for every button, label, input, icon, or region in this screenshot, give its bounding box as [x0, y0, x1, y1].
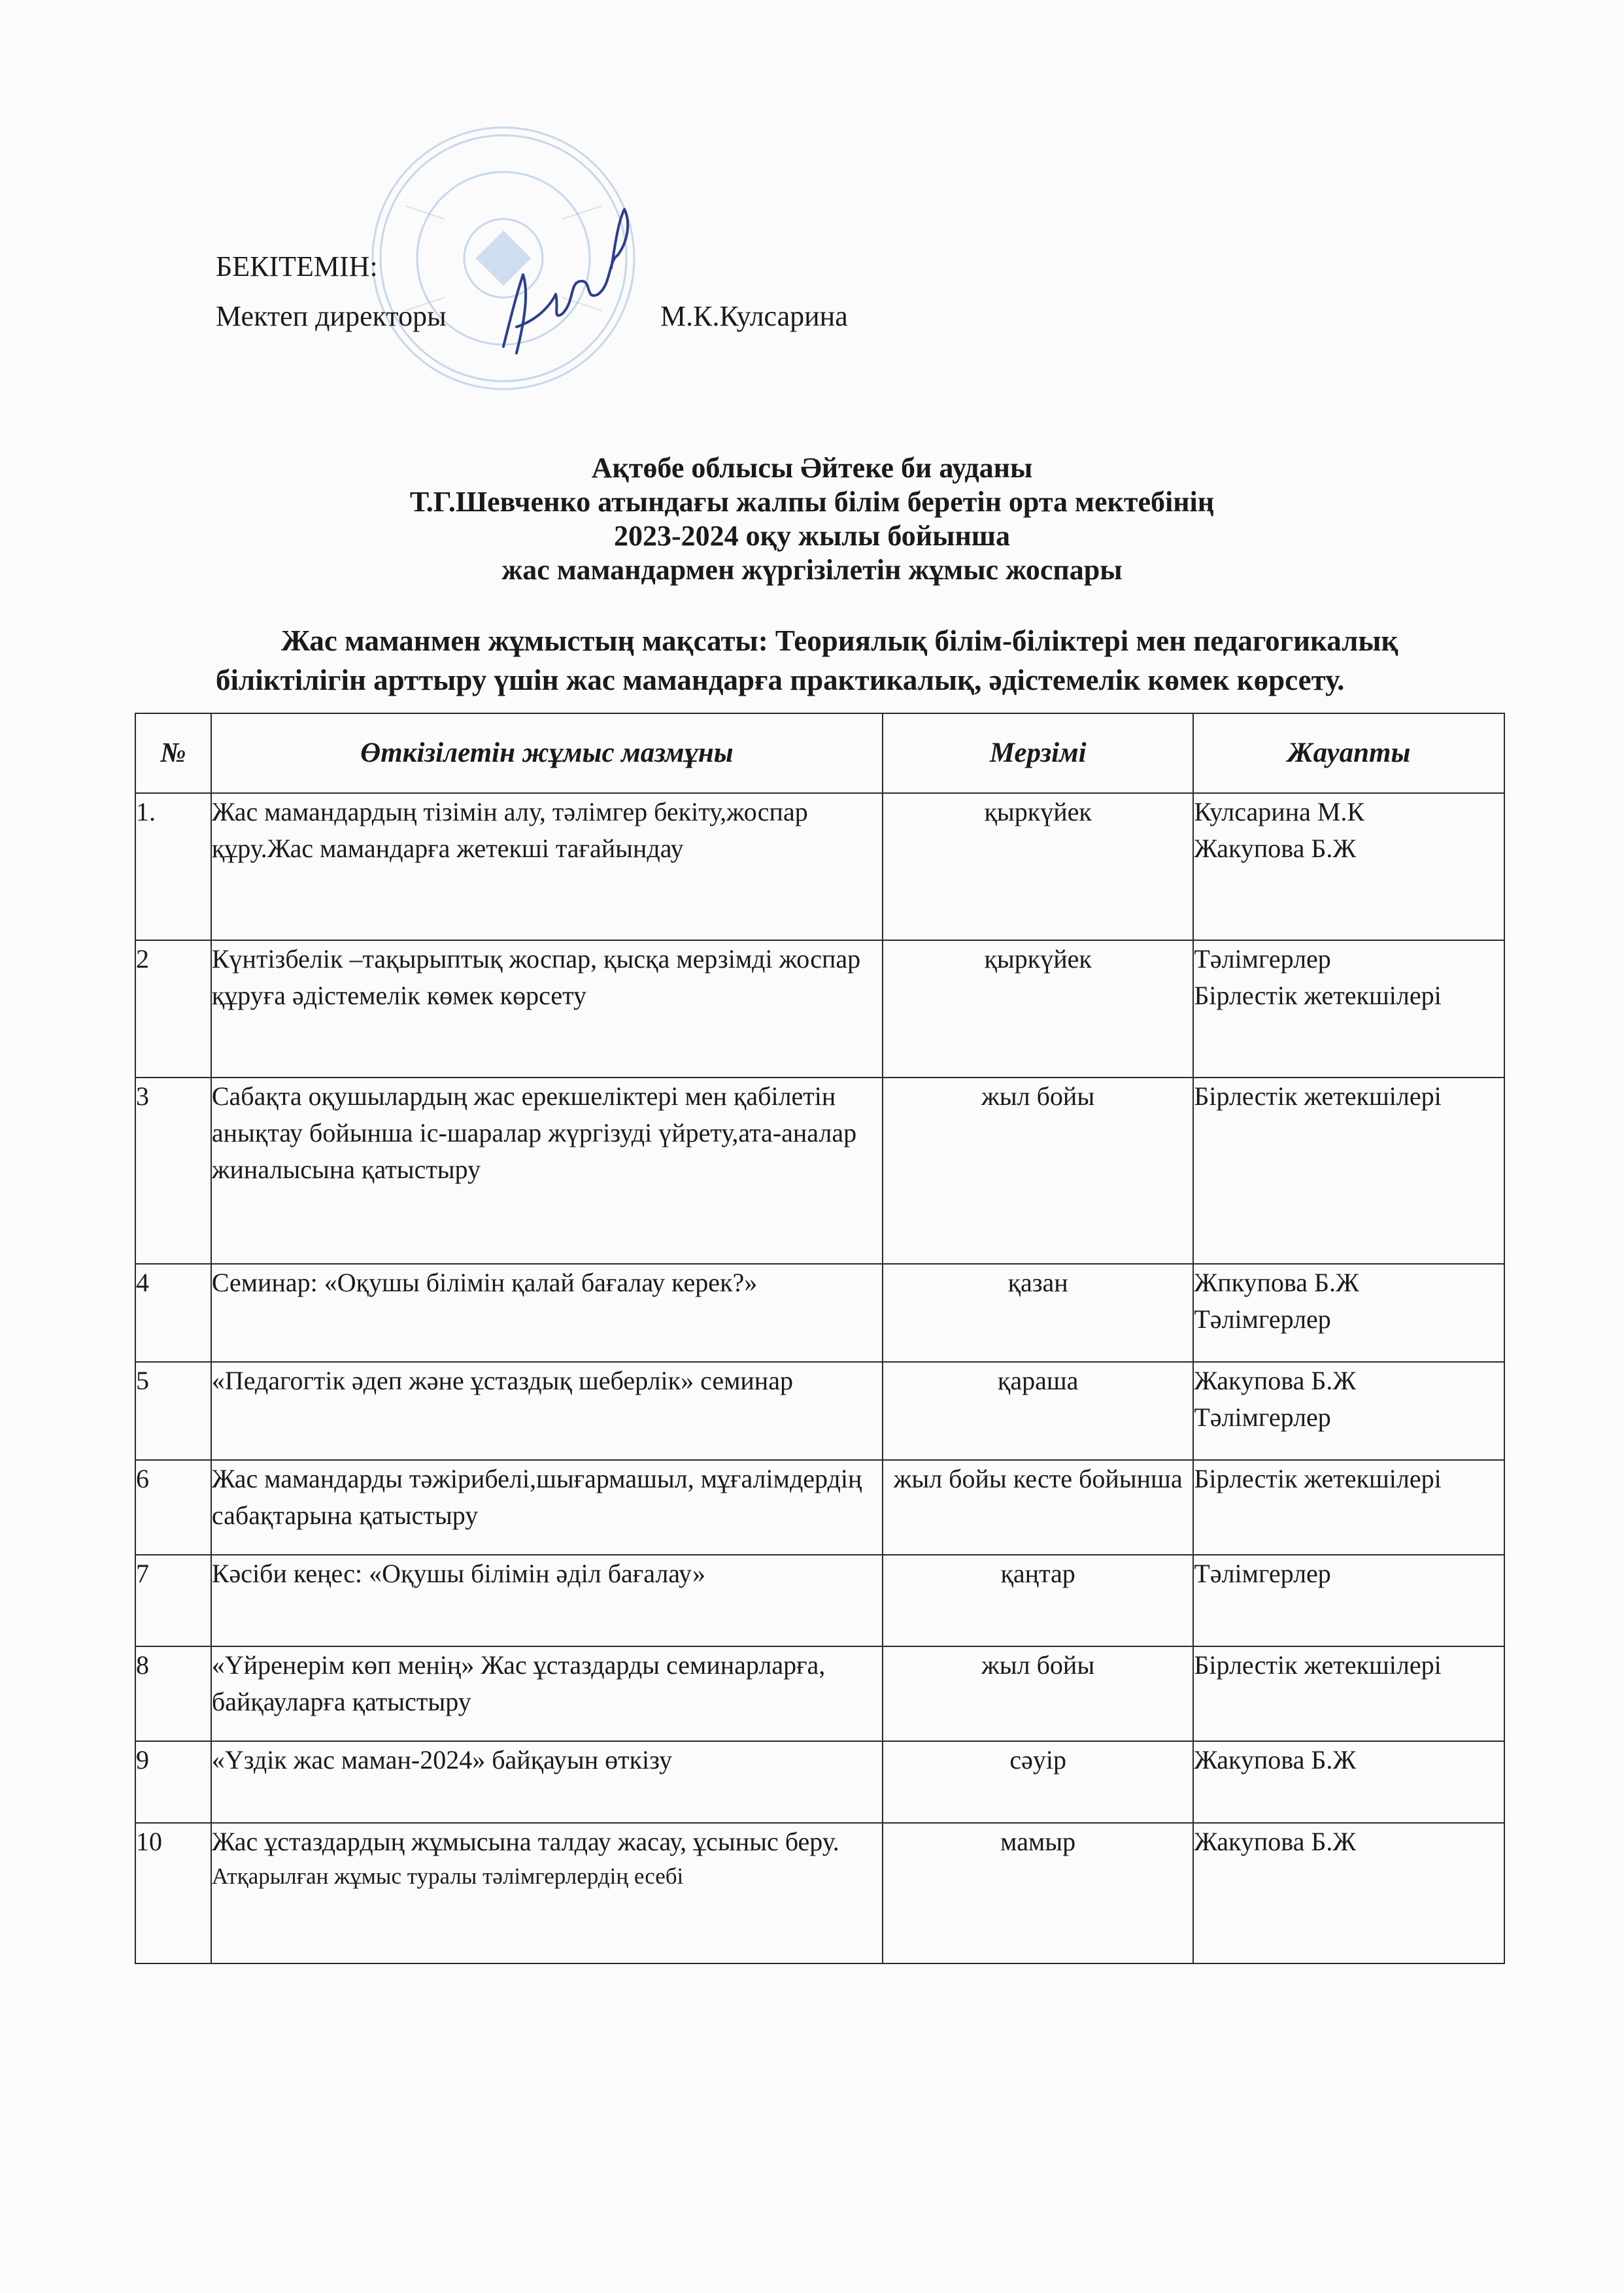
row-content: «Үздік жас маман-2024» байқауын өткізу — [211, 1741, 883, 1823]
row-term: қыркүйек — [883, 940, 1193, 1078]
row-content: Жас мамандарды тәжірибелі,шығармашыл, мұғалімдердің сабақтарына қатыстыру — [211, 1460, 883, 1555]
row-number: 4 — [135, 1264, 211, 1362]
row-number: 3 — [135, 1078, 211, 1264]
row-number: 1. — [135, 793, 211, 940]
document-title — [0, 451, 1624, 587]
director-position: Мектеп директоры — [216, 300, 447, 332]
header-number: № — [135, 713, 211, 793]
row-content: Күнтізбелік –тақырыптық жоспар, қысқа мерзімді жоспар құруға әдістемелік көмек көрсету — [211, 940, 883, 1078]
table-row — [135, 1646, 1504, 1741]
table-header-row — [135, 713, 1504, 793]
table-row — [135, 1555, 1504, 1646]
table-row — [135, 1264, 1504, 1362]
row-content: Жас мамандардың тізімін алу, тәлімгер бекіту,жоспар құру.Жас мамандарға жетекші тағайындау — [211, 793, 883, 940]
row-content: Семинар: «Оқушы білімін қалай бағалау керек?» — [211, 1264, 883, 1362]
director-signature — [477, 196, 647, 366]
approval-label: БЕКІТЕМІН: — [216, 250, 378, 282]
row-responsible: Тәлімгерлер Бірлестік жетекшілері — [1193, 940, 1504, 1078]
row-responsible: Жакупова Б.Ж — [1193, 1741, 1504, 1823]
table-row — [135, 1078, 1504, 1264]
work-plan-table — [135, 713, 1505, 1964]
row-responsible: Бірлестік жетекшілері — [1193, 1460, 1504, 1555]
row-responsible: Жакупова Б.Ж — [1193, 1823, 1504, 1963]
row-term: жыл бойы — [883, 1078, 1193, 1264]
header-responsible: Жауапты — [1193, 713, 1504, 793]
title-line-4: жас мамандармен жүргізілетін жұмыс жоспары — [501, 554, 1123, 586]
row-term: қараша — [883, 1362, 1193, 1460]
row-number: 5 — [135, 1362, 211, 1460]
goal-statement — [216, 621, 1530, 700]
table-row — [135, 1823, 1504, 1963]
header-term: Мерзімі — [883, 713, 1193, 793]
table-row — [135, 1741, 1504, 1823]
row-responsible: Жакупова Б.Ж Тәлімгерлер — [1193, 1362, 1504, 1460]
row-number: 8 — [135, 1646, 211, 1741]
row-responsible: Бірлестік жетекшілері — [1193, 1646, 1504, 1741]
row-number: 10 — [135, 1823, 211, 1963]
row-number: 6 — [135, 1460, 211, 1555]
table-row — [135, 793, 1504, 940]
goal-line-2: біліктілігін арттыру үшін жас мамандарға практикалық, әдістемелік көмек көрсету. — [216, 664, 1345, 696]
row-content: Сабақта оқушылардың жас ерекшеліктері мен қабілетін анықтау бойынша іс-шаралар жүргізуді үйрету,ата-аналар жиналысына қатыстыру — [211, 1078, 883, 1264]
row-content: «Үйренерім көп менің» Жас ұстаздарды семинарларға, байқауларға қатыстыру — [211, 1646, 883, 1741]
row-content: Кәсіби кеңес: «Оқушы білімін әділ бағалау» — [211, 1555, 883, 1646]
row-term: мамыр — [883, 1823, 1193, 1963]
approval-block — [216, 242, 848, 341]
row-term: жыл бойы кесте бойынша — [883, 1460, 1193, 1555]
title-line-2: Т.Г.Шевченко атындағы жалпы білім беретін орта мектебінің — [409, 486, 1215, 518]
header-content: Өткізілетін жұмыс мазмұны — [211, 713, 883, 793]
row-number: 9 — [135, 1741, 211, 1823]
row-term: сәуір — [883, 1741, 1193, 1823]
row-term: жыл бойы — [883, 1646, 1193, 1741]
table-row — [135, 1362, 1504, 1460]
row-number: 7 — [135, 1555, 211, 1646]
table-row — [135, 1460, 1504, 1555]
row-responsible: Тәлімгерлер — [1193, 1555, 1504, 1646]
row-content-note: Атқарылған жұмыс туралы тәлімгерлердің есебі — [211, 1863, 684, 1889]
row-term: қаңтар — [883, 1555, 1193, 1646]
row-term: қыркүйек — [883, 793, 1193, 940]
row-term: қазан — [883, 1264, 1193, 1362]
table-row — [135, 940, 1504, 1078]
director-name: М.К.Кулсарина — [660, 300, 848, 332]
title-line-3: 2023-2024 оқу жылы бойынша — [614, 520, 1010, 552]
row-responsible: Бірлестік жетекшілері — [1193, 1078, 1504, 1264]
goal-line-1: Жас маманмен жұмыстың мақсаты: Теориялық білім-біліктері мен педагогикалық — [281, 624, 1398, 657]
row-content-main: Жас ұстаздардың жұмысына талдау жасау, ұсыныс беру. — [211, 1827, 839, 1856]
row-content — [211, 1823, 883, 1963]
row-number: 2 — [135, 940, 211, 1078]
row-responsible: Жпкупова Б.Ж Тәлімгерлер — [1193, 1264, 1504, 1362]
row-content: «Педагогтік әдеп және ұстаздық шеберлік» семинар — [211, 1362, 883, 1460]
title-line-1: Ақтөбе облысы Әйтеке би ауданы — [591, 452, 1033, 484]
row-responsible: Кулсарина М.К Жакупова Б.Ж — [1193, 793, 1504, 940]
